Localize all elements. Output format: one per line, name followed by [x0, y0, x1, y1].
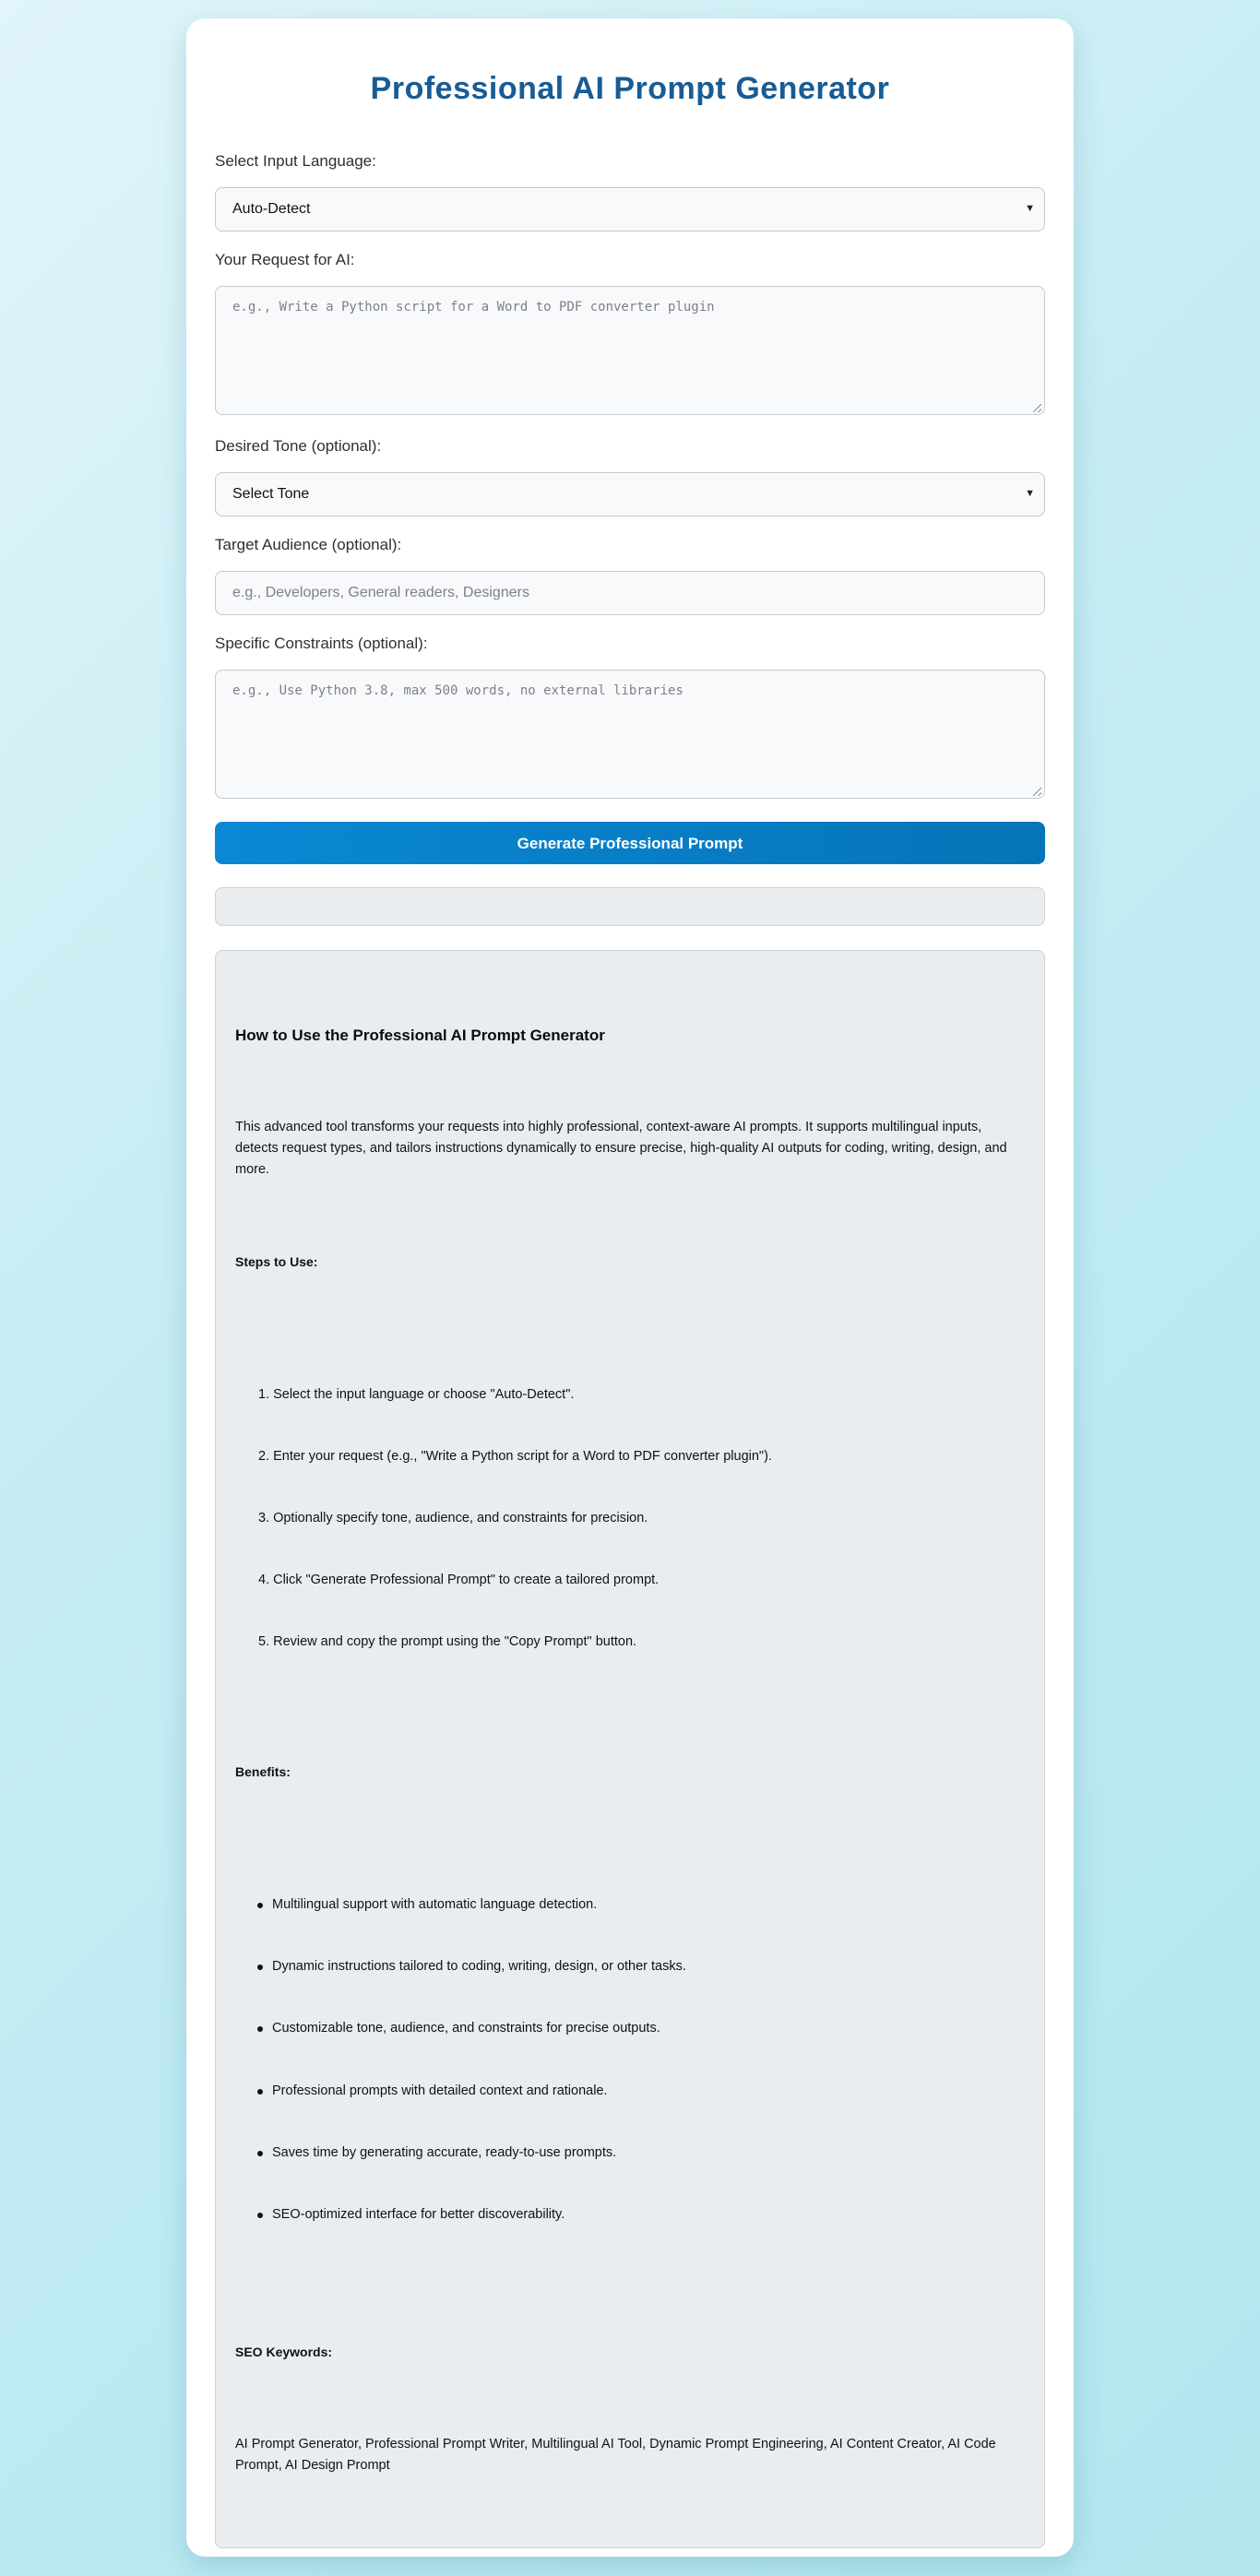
- audience-placeholder: e.g., Developers, General readers, Designers: [232, 585, 529, 600]
- list-item: 3. Optionally specify tone, audience, and constraints for precision.: [258, 1511, 648, 1525]
- generate-button[interactable]: Generate Professional Prompt: [215, 822, 1045, 864]
- bullet-icon: [257, 1903, 263, 1908]
- bullet-icon: [257, 1965, 263, 1970]
- request-textarea[interactable]: [215, 286, 1045, 415]
- generator-card: [186, 18, 1074, 2557]
- page-title: Professional AI Prompt Generator: [370, 71, 890, 106]
- tone-select-value: Select Tone: [232, 486, 310, 502]
- audience-label: Target Audience (optional):: [215, 536, 402, 553]
- keywords-heading: SEO Keywords:: [235, 2345, 333, 2359]
- tone-label: Desired Tone (optional):: [215, 437, 382, 455]
- tone-select[interactable]: [215, 472, 1045, 516]
- chevron-down-icon: ▼: [1025, 488, 1035, 499]
- resize-grip-icon[interactable]: [1033, 788, 1041, 796]
- list-item: 2. Enter your request (e.g., "Write a Python script for a Word to PDF converter plugin").: [258, 1449, 772, 1464]
- bullet-icon: [257, 2026, 263, 2032]
- resize-grip-icon[interactable]: [1033, 404, 1041, 412]
- keywords-text: AI Prompt Generator, Professional Prompt Writer, Multilingual AI Tool, Dynamic Prompt Engineering, AI Content Creator, AI Code Prompt, AI Design Prompt: [235, 2437, 996, 2473]
- list-item: Dynamic instructions tailored to coding, writing, design, or other tasks.: [272, 1959, 686, 1974]
- request-label: Your Request for AI:: [215, 251, 355, 268]
- list-item: 5. Review and copy the prompt using the "Copy Prompt" button.: [258, 1634, 637, 1649]
- language-select-value: Auto-Detect: [232, 201, 311, 217]
- help-panel: [215, 950, 1045, 2548]
- list-item: Customizable tone, audience, and constraints for precise outputs.: [272, 2021, 660, 2036]
- help-title: How to Use the Professional AI Prompt Generator: [235, 1027, 605, 1044]
- help-intro: This advanced tool transforms your requests into highly professional, context-aware AI prompts. It supports multilingual inputs, detects request types, and tailors instructions dynamically to ensure precise, high-quality AI outputs for coding, writing, design, and more.: [235, 1120, 1007, 1177]
- language-label: Select Input Language:: [215, 152, 376, 170]
- request-placeholder: e.g., Write a Python script for a Word to PDF converter plugin: [232, 300, 715, 315]
- list-item: Saves time by generating accurate, ready-to-use prompts.: [272, 2145, 616, 2160]
- bullet-icon: [257, 2089, 263, 2095]
- list-item: 1. Select the input language or choose "Auto-Detect".: [258, 1387, 575, 1402]
- benefits-heading: Benefits:: [235, 1764, 291, 1779]
- bullet-icon: [257, 2151, 263, 2156]
- constraints-placeholder: e.g., Use Python 3.8, max 500 words, no external libraries: [232, 683, 683, 698]
- steps-heading: Steps to Use:: [235, 1254, 318, 1269]
- constraints-textarea[interactable]: [215, 670, 1045, 799]
- list-item: SEO-optimized interface for better discoverability.: [272, 2207, 565, 2222]
- constraints-label: Specific Constraints (optional):: [215, 635, 428, 652]
- list-item: Professional prompts with detailed context and rationale.: [272, 2083, 608, 2098]
- language-select[interactable]: [215, 187, 1045, 231]
- list-item: Multilingual support with automatic language detection.: [272, 1897, 597, 1912]
- audience-input[interactable]: [215, 571, 1045, 615]
- bullet-icon: [257, 2213, 263, 2218]
- prompt-output: [215, 887, 1045, 926]
- chevron-down-icon: ▼: [1025, 203, 1035, 214]
- list-item: 4. Click "Generate Professional Prompt" to create a tailored prompt.: [258, 1573, 660, 1587]
